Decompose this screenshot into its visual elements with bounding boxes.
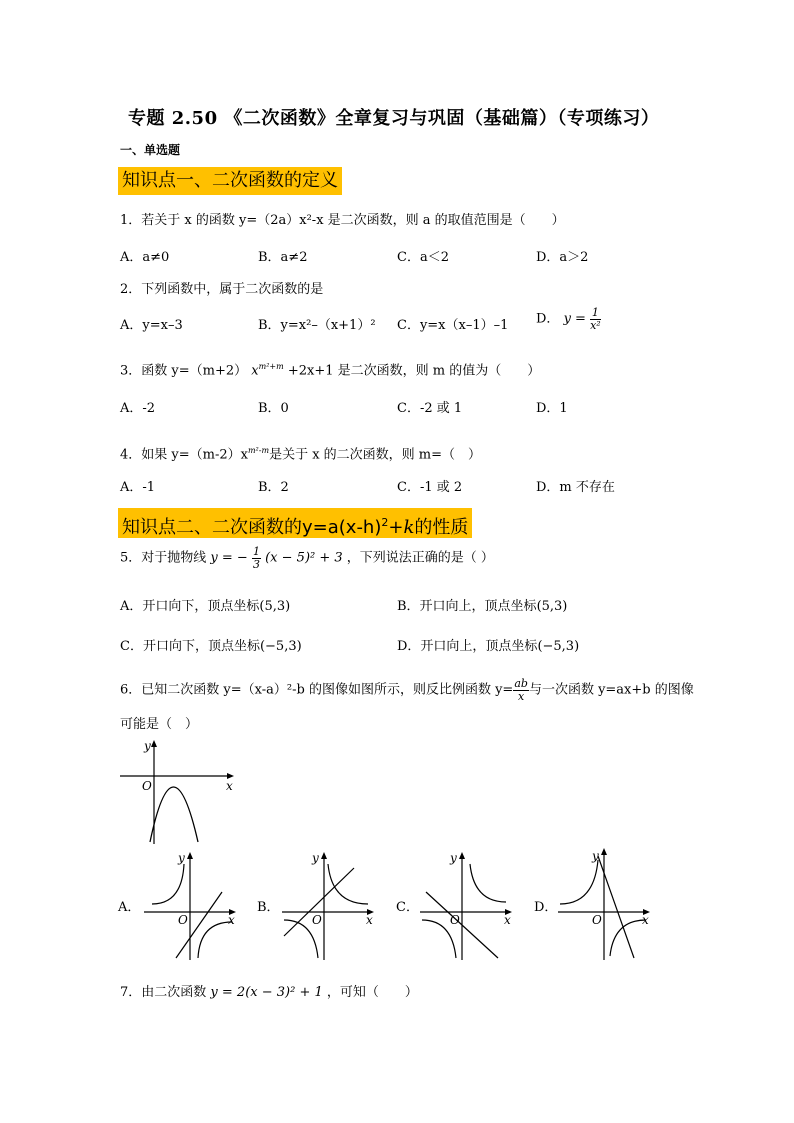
q6-option-d-graph[interactable] xyxy=(556,846,652,962)
q4-suffix: 是关于 x 的二次函数，则 m=（ ） xyxy=(269,447,482,463)
q4-prefix: 4．如果 y=（m-2）x xyxy=(120,447,248,463)
q5-option-a-coord: (5,3) xyxy=(259,599,291,614)
q3-option-b[interactable]: B．0 xyxy=(258,401,289,416)
q2-option-b[interactable]: B．y=x²–（x+1）² xyxy=(258,318,376,333)
q7-formula: y = 2(x − 3)² + 1 xyxy=(210,985,323,1000)
q1-option-a[interactable]: A．a≠0 xyxy=(120,250,170,265)
kp2-tail: +k xyxy=(388,517,415,538)
q3-exponent: m²+m xyxy=(258,362,284,371)
q3-x: x xyxy=(251,363,259,379)
q3-option-d[interactable]: D．1 xyxy=(536,401,568,416)
question-3 xyxy=(120,358,540,380)
q5-option-a-text: A．开口向下，顶点坐标 xyxy=(120,599,260,614)
q6-option-a-graph[interactable] xyxy=(142,850,238,962)
q2-option-d[interactable] xyxy=(536,307,601,332)
kp2-suffix: 的性质 xyxy=(414,517,469,538)
q2-d-lhs: y = xyxy=(563,311,586,327)
b-y-label: y xyxy=(312,851,319,865)
q5-rest: (x − 5)² + 3 xyxy=(265,550,343,566)
q5-option-c-coord: (−5,3) xyxy=(259,639,302,654)
c-x-label: x xyxy=(504,913,511,927)
q6-numerator: ab xyxy=(514,677,528,690)
q5-option-b-coord: (5,3) xyxy=(536,599,568,614)
q5-option-d-text: D．开口向上，顶点坐标 xyxy=(397,639,538,654)
q5-fraction xyxy=(252,546,261,571)
q5-lhs: y = − xyxy=(210,550,248,566)
b-hyperbola-upper xyxy=(328,864,368,904)
question-4 xyxy=(120,442,481,464)
q2-d-numerator: 1 xyxy=(591,306,599,319)
c-y-label: y xyxy=(450,851,457,865)
q5-option-b[interactable] xyxy=(397,598,567,616)
given-y-label: y xyxy=(144,739,151,753)
q3-suffix: +2x+1 是二次函数，则 m 的值为（ ） xyxy=(287,363,541,379)
q6-option-a-label[interactable]: A． xyxy=(118,900,141,915)
q5-option-c-text: C．开口向下，顶点坐标 xyxy=(120,639,260,654)
a-x-label: x xyxy=(228,913,235,927)
question-1: 1．若关于 x 的函数 y=（2a）x²-x 是二次函数，则 a 的取值范围是（ ） xyxy=(120,213,565,228)
q3-option-c[interactable]: C．-2 或 1 xyxy=(397,401,463,416)
q5-denominator: 3 xyxy=(252,558,260,571)
question-6 xyxy=(120,678,694,703)
a-hyperbola-upper xyxy=(152,864,184,904)
q2-d-fraction xyxy=(590,307,601,332)
q1-option-c[interactable]: C．a＜2 xyxy=(397,250,449,265)
q6-given-graph xyxy=(118,738,238,846)
c-hyperbola-upper xyxy=(470,864,506,902)
section-heading: 一、单选题 xyxy=(120,143,181,157)
q4-option-c[interactable]: C．-1 或 2 xyxy=(397,480,463,495)
b-x-label: x xyxy=(366,913,373,927)
q2-option-a[interactable]: A．y=x–3 xyxy=(120,318,183,333)
q5-prefix: 5．对于抛物线 xyxy=(120,550,207,566)
knowledge-point-1: 知识点一、二次函数的定义 xyxy=(118,167,342,195)
q6-option-b-label[interactable]: B． xyxy=(257,900,280,915)
b-origin-label: O xyxy=(312,913,322,927)
q3-option-a[interactable]: A．-2 xyxy=(120,401,156,416)
question-2: 2．下列函数中，属于二次函数的是 xyxy=(120,282,324,297)
c-origin-label: O xyxy=(450,913,460,927)
q5-option-b-text: B．开口向上，顶点坐标 xyxy=(397,599,537,614)
q2-d-denominator: x² xyxy=(590,319,601,332)
q5-option-d[interactable] xyxy=(397,638,579,656)
q5-suffix: ，下列说法正确的是（ ） xyxy=(346,550,494,566)
q7-prefix: 7．由二次函数 xyxy=(120,985,207,1000)
given-origin-label: O xyxy=(142,779,152,793)
given-x-label: x xyxy=(226,779,233,793)
q5-option-a[interactable] xyxy=(120,598,290,616)
q5-numerator: 1 xyxy=(252,545,260,558)
kp2-prefix: 知识点二、二次函数的 xyxy=(122,517,302,538)
q6-suffix: 与一次函数 y=ax+b 的图像 xyxy=(528,682,694,698)
q4-option-a[interactable]: A．-1 xyxy=(120,480,156,495)
d-x-label: x xyxy=(642,913,649,927)
given-parabola xyxy=(150,787,198,842)
q6-option-b-graph[interactable] xyxy=(280,850,376,962)
knowledge-point-2 xyxy=(118,508,472,538)
q6-prefix: 6．已知二次函数 y=（x-a）²-b 的图像如图所示，则反比例函数 y= xyxy=(120,682,514,698)
d-hyperbola-upper xyxy=(560,860,598,904)
q6-option-c-label[interactable]: C． xyxy=(396,900,419,915)
page-title: 专题 2.50 《二次函数》全章复习与巩固（基础篇）（专项练习） xyxy=(128,108,660,129)
a-origin-label: O xyxy=(178,913,188,927)
q6-option-d-label[interactable]: D． xyxy=(534,900,558,915)
q5-option-c[interactable] xyxy=(120,638,302,656)
a-y-label: y xyxy=(178,851,185,865)
q2-option-d-label: D． xyxy=(536,311,560,327)
q6-option-c-graph[interactable] xyxy=(418,850,514,962)
q7-suffix: ，可知（ ） xyxy=(326,985,418,1000)
q5-option-d-coord: (−5,3) xyxy=(537,639,580,654)
q1-option-b[interactable]: B．a≠2 xyxy=(258,250,308,265)
d-origin-label: O xyxy=(592,913,602,927)
q4-option-d[interactable]: D．m 不存在 xyxy=(536,480,615,495)
q6-denominator: x xyxy=(518,690,525,703)
kp2-exponent: 2 xyxy=(381,516,389,529)
question-6-line-2: 可能是（ ） xyxy=(120,717,199,732)
q4-exponent: m²-m xyxy=(247,446,270,455)
q6-fraction xyxy=(513,678,529,703)
question-5 xyxy=(120,546,494,571)
question-7 xyxy=(120,984,418,1002)
a-hyperbola-lower xyxy=(198,922,232,958)
d-hyperbola-lower xyxy=(610,920,646,956)
q4-option-b[interactable]: B．2 xyxy=(258,480,289,495)
q3-prefix: 3．函数 y=（m+2） xyxy=(120,363,248,379)
d-y-label: y xyxy=(592,849,599,863)
q1-option-d[interactable]: D．a＞2 xyxy=(536,250,589,265)
q2-option-c[interactable]: C．y=x（x–1）–1 xyxy=(397,318,509,333)
kp2-formula: y=a(x-h) xyxy=(302,517,382,538)
